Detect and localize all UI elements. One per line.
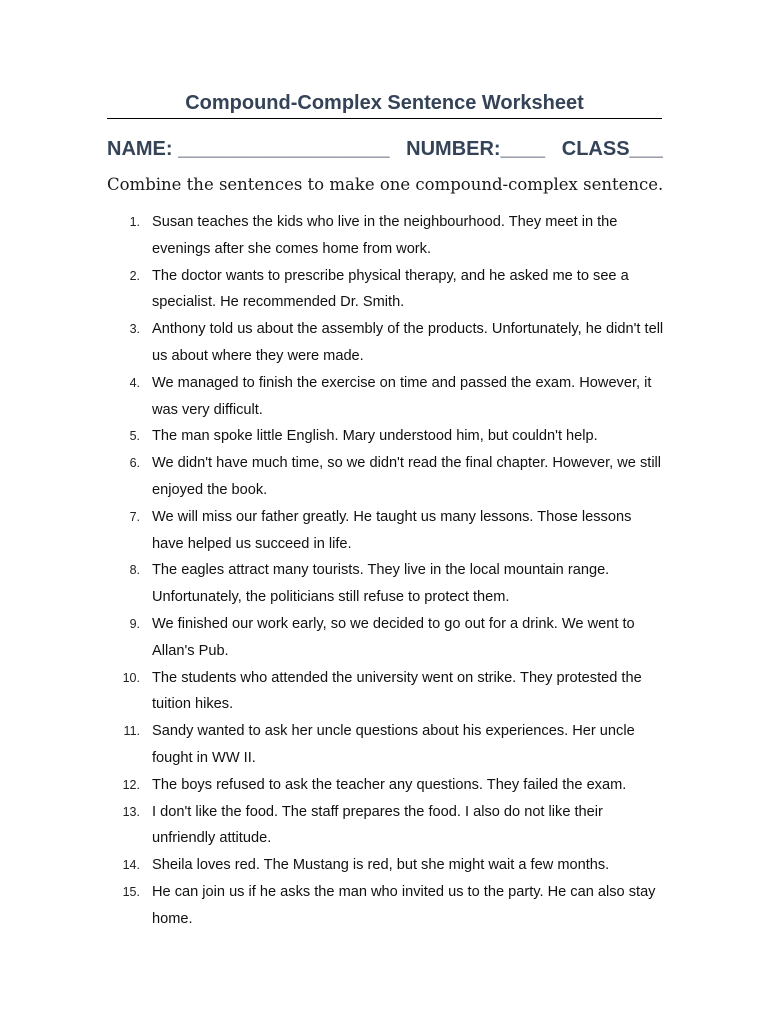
item-text: We managed to finish the exercise on time and passed the exam. However, it was very difficult.: [152, 374, 652, 418]
item-text: Sheila loves red. The Mustang is red, but she might wait a few months.: [152, 857, 610, 874]
exercise-item: [107, 263, 664, 317]
item-number: 2.: [129, 268, 140, 283]
worksheet-title: Compound-Complex Sentence Worksheet: [185, 92, 584, 114]
exercise-item: [107, 316, 664, 370]
item-text: The eagles attract many tourists. They live in the local mountain range. Unfortunately, the politicians still refuse to protect them.: [152, 562, 610, 606]
item-text: The doctor wants to prescribe physical therapy, and he asked me to see a specialist. He recommended Dr. Smith.: [152, 267, 629, 311]
item-text: Anthony told us about the assembly of the products. Unfortunately, he didn't tell us about where they were made.: [152, 321, 664, 364]
student-info-line: [107, 135, 662, 163]
item-text: The boys refused to ask the teacher any questions. They failed the exam.: [152, 776, 627, 793]
item-number: 3.: [129, 322, 140, 337]
item-number: 7.: [129, 509, 140, 524]
exercise-item: [107, 718, 664, 772]
item-text: Sandy wanted to ask her uncle questions about his experiences. Her uncle fought in WW II.: [152, 723, 635, 766]
exercise-item: [107, 852, 664, 879]
instruction-text: Combine the sentences to make one compound-complex sentence.: [107, 175, 664, 194]
worksheet-page: [107, 88, 662, 949]
exercise-item: [107, 799, 664, 853]
item-text: Susan teaches the kids who live in the neighbourhood. They meet in the evenings after she comes home from work.: [152, 214, 618, 257]
item-text: We will miss our father greatly. He taught us many lessons. Those lessons have helped us succeed in life.: [152, 508, 632, 552]
exercise-item: [107, 879, 664, 933]
exercise-item: [107, 665, 664, 719]
item-text: The man spoke little English. Mary understood him, but couldn't help.: [152, 428, 598, 445]
item-number: 12.: [122, 777, 140, 792]
item-text: He can join us if he asks the man who invited us to the party. He can also stay home.: [152, 883, 656, 927]
item-text: We finished our work early, so we decided to go out for a drink. We went to Allan's Pub.: [152, 615, 635, 659]
number-field-label: NUMBER:____: [406, 138, 546, 160]
exercise-item: [107, 557, 664, 611]
item-number: 8.: [129, 563, 140, 578]
name-field-label: NAME: ___________________: [107, 138, 390, 160]
item-number: 11.: [123, 724, 140, 739]
item-number: 15.: [122, 884, 140, 899]
class-field-label: CLASS___: [561, 138, 663, 160]
item-number: 14.: [122, 858, 140, 873]
title-divider: [107, 118, 662, 119]
exercise-item: [107, 209, 664, 263]
item-number: 6.: [129, 456, 140, 471]
item-text: We didn't have much time, so we didn't read the final chapter. However, we still enjoyed the book.: [152, 455, 662, 498]
exercise-item: [107, 504, 664, 558]
item-number: 13.: [122, 804, 140, 819]
item-text: The students who attended the university went on strike. They protested the tuition hikes.: [152, 669, 642, 713]
item-number: 5.: [129, 429, 140, 444]
exercise-item: [107, 772, 664, 799]
item-number: 4.: [129, 375, 140, 390]
item-number: 9.: [129, 616, 140, 631]
item-number: 10.: [122, 670, 140, 685]
exercise-item: [107, 370, 664, 424]
exercise-item: [107, 423, 664, 450]
exercise-item: [107, 450, 664, 504]
exercise-item: [107, 611, 664, 665]
item-text: I don't like the food. The staff prepares the food. I also do not like their unfriendly attitude.: [152, 803, 603, 847]
item-number: 1.: [129, 215, 140, 229]
exercise-list: [107, 209, 662, 933]
